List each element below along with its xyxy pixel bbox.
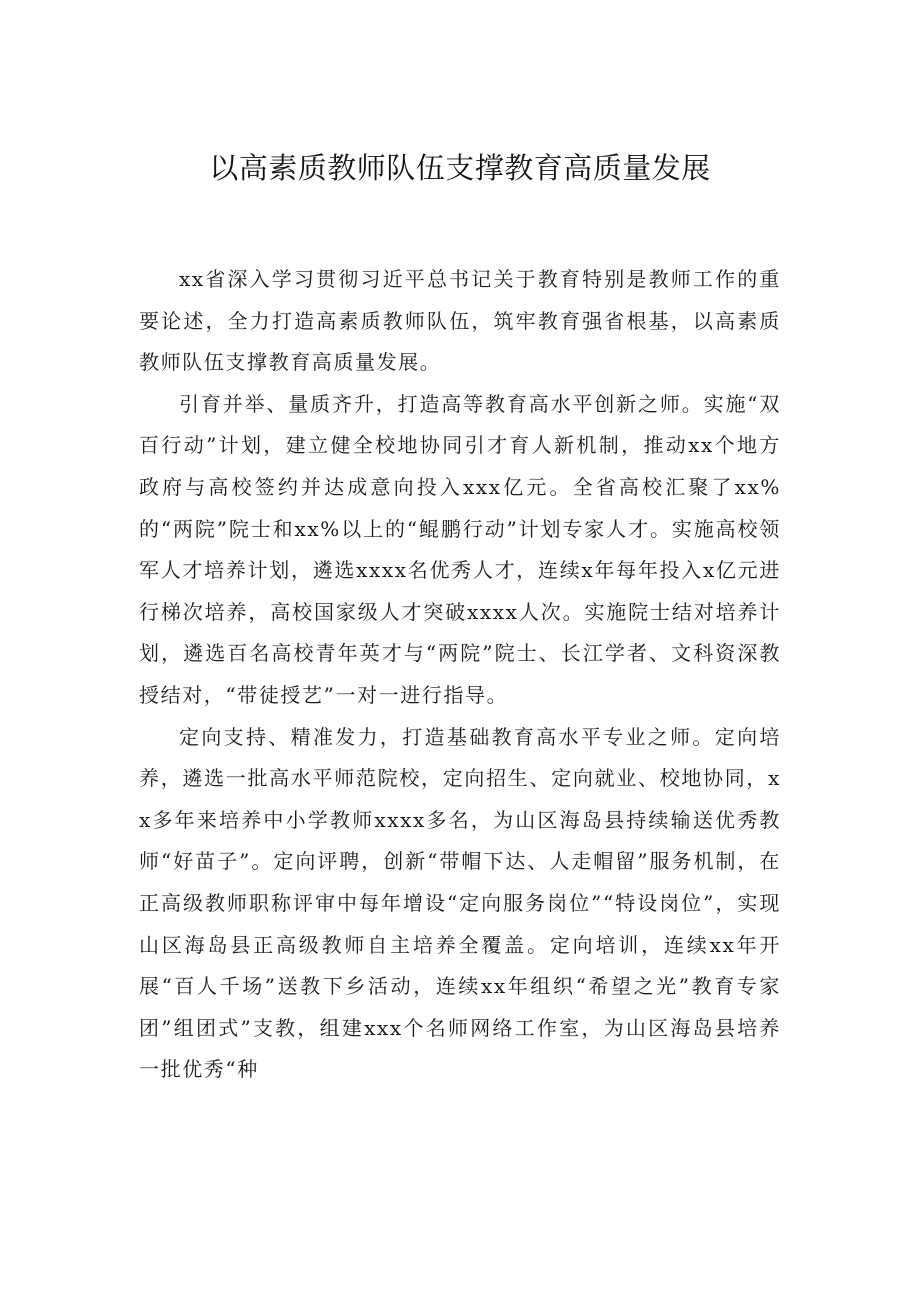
paragraph-intro: xx省深入学习贯彻习近平总书记关于教育特别是教师工作的重要论述，全力打造高素质教师队伍，筑牢教育强省根基，以高素质教师队伍支撑教育高质量发展。	[139, 267, 781, 375]
paragraph-higher-education: 引育并举、量质齐升，打造高等教育高水平创新之师。实施“双百行动”计划，建立健全校地协同引才育人新机制，推动xx个地方政府与高校签约并达成意向投入xxx亿元。全省高校汇聚了xx%的“两院”院士和xx%以上的“鲲鹏行动”计划专家人才。实施高校领军人才培养计划，遴选xxxx名优秀人才，连续x年每年投入x亿元进行梯次培养，高校国家级人才突破xxxx人次。实施院士结对培养计划，遴选百名高校青年英才与“两院”院士、长江学者、文科资深教授结对，“带徒授艺”一对一进行指导。	[139, 391, 781, 707]
document-body	[139, 259, 781, 1091]
document-title: 以高素质教师队伍支撑教育高质量发展	[209, 151, 711, 185]
paragraph-basic-education: 定向支持、精准发力，打造基础教育高水平专业之师。定向培养，遴选一批高水平师范院校，定向招生、定向就业、校地协同，xx多年来培养中小学教师xxxx多名，为山区海岛县持续输送优秀教师“好苗子”。定向评聘，创新“带帽下达、人走帽留”服务机制，在正高级教师职称评审中每年增设“定向服务岗位”“特设岗位”，实现山区海岛县正高级教师自主培养全覆盖。定向培训，连续xx年开展“百人千场”送教下乡活动，连续xx年组织“希望之光”教育专家团”组团式”支教，组建xxx个名师网络工作室，为山区海岛县培养一批优秀“种	[139, 724, 781, 1082]
